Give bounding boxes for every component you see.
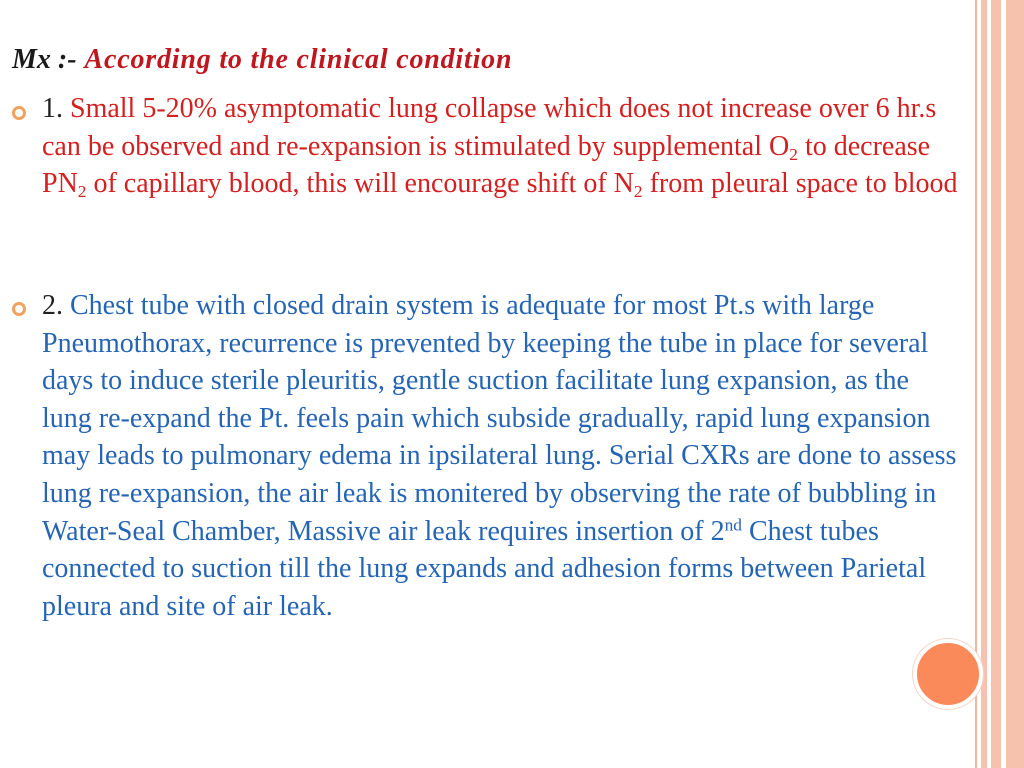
point-text: Chest tube with closed drain system is adequate for most Pt.s with large Pneumothorax, recurrence is prevented by keeping the tube in place for several days to induce sterile pleuritis, gentle suction facilitate lung expansion, as the lung re-expand the Pt. feels pain which subside gradually, rapid lung expansion may leads to pulmonary edema in ipsilateral lung. Serial CXRs are done to assess lung re-expansion, the air leak is monitered by observing the rate of bubbling in Water-Seal Chamber, Massive air leak requires insertion of 2 bbox=[42, 290, 957, 547]
point-text: from pleural space to blood bbox=[642, 168, 958, 200]
point-text: Small 5-20% asymptomatic lung collapse which does not increase over 6 hr.s can be observed and re-expansion is stimulated by supplemental O bbox=[42, 93, 937, 162]
bullet-number: 2. bbox=[42, 290, 63, 321]
bullet-number: 1. bbox=[42, 93, 63, 124]
point-text: of capillary blood, this will encourage shift of N bbox=[86, 168, 634, 200]
subscript: 2 bbox=[633, 182, 643, 202]
point-text: Chest tubes connected to suction till the lung expands and adhesion forms between Parietal pleura and site of air leak. bbox=[42, 515, 927, 622]
heading-lead: Mx :- bbox=[12, 44, 77, 75]
decorative-stripe bbox=[991, 0, 1001, 768]
subscript: 2 bbox=[77, 182, 87, 202]
bullet-point-1 bbox=[42, 90, 962, 203]
slide-heading bbox=[12, 44, 512, 76]
bullet-icon bbox=[12, 302, 26, 316]
decorative-stripe bbox=[1006, 0, 1024, 768]
heading-text: According to the clinical condition bbox=[84, 44, 513, 75]
point-text: to decrease PN bbox=[42, 130, 931, 200]
decorative-stripe bbox=[981, 0, 987, 768]
bullet-point-2 bbox=[42, 287, 962, 625]
bullet-icon bbox=[12, 106, 26, 120]
subscript: 2 bbox=[789, 144, 798, 164]
superscript: nd bbox=[724, 515, 742, 535]
decorative-circle bbox=[913, 639, 983, 709]
